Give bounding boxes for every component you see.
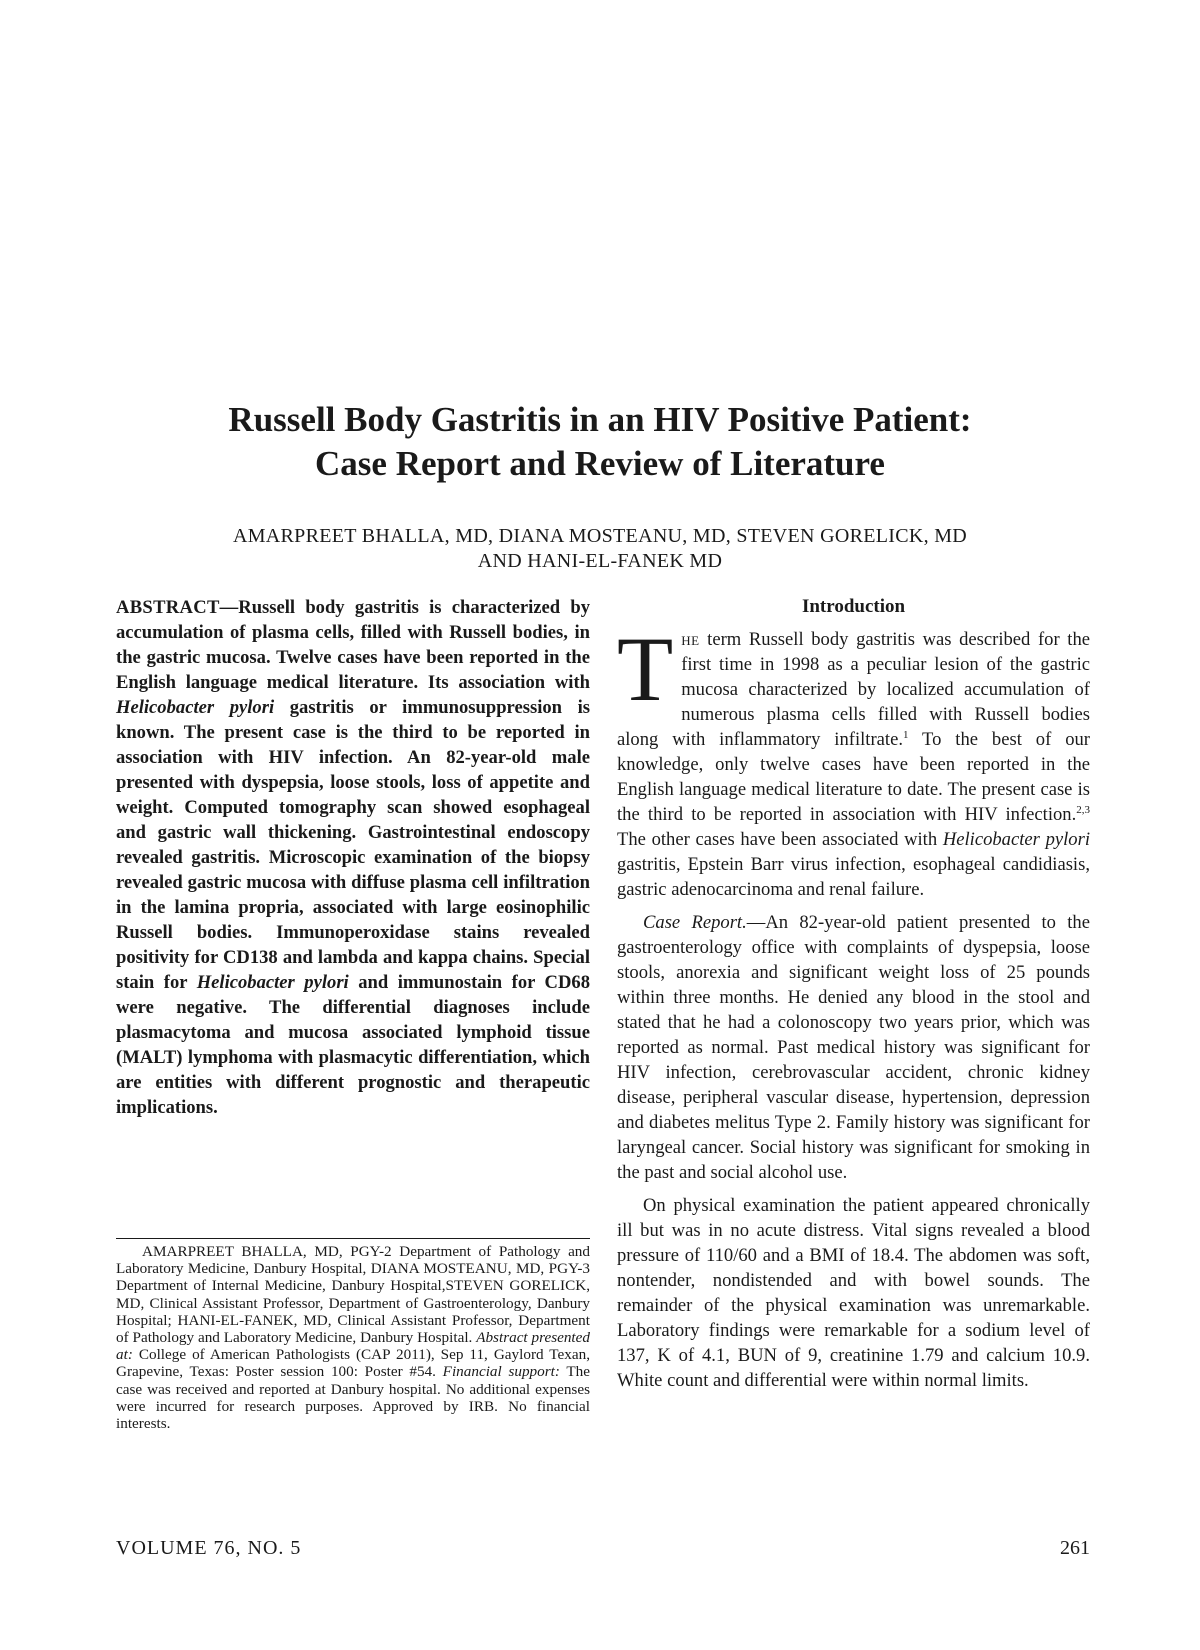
footnote-italic-1: Abstract presented at:	[116, 1329, 590, 1364]
left-column	[116, 595, 590, 1120]
drop-cap: T	[617, 618, 674, 720]
author-list	[100, 524, 1100, 574]
intro-text-1: term Russell body gastritis was described for the first time in 1998 as a peculiar lesion of the gastric mucosa characterized by localized accumulation of numerous plasma cells filled with Russell bodies along with inflammatory infiltrate.	[617, 629, 1090, 750]
introduction-paragraph	[617, 618, 1090, 902]
title-line-2: Case Report and Review of Literature	[315, 444, 885, 483]
abstract-text-2: gastritis or immunosuppression is known. The present case is the third to be reported in association with HIV infection. An 82-year-old male presented with dyspepsia, loose stools, loss of appetite and weight. Computed tomography scan showed esophageal and gastric wall thickening. Gastrointestinal endoscopy revealed gastritis. Microscopic examination of the biopsy revealed gastric mucosa with diffuse plasma cell infiltration in the lamina propria, associated with large eosinophilic Russell bodies. Immunoperoxidase stains revealed positivity for CD138 and lambda and kappa chains. Special stain for	[116, 697, 590, 993]
abstract-italic-2: Helicobacter pylori	[196, 972, 349, 993]
authors-line-1: AMARPREET BHALLA, MD, DIANA MOSTEANU, MD, STEVEN GORELICK, MD	[232, 525, 968, 547]
intro-text-3: The other cases have been associated with	[617, 829, 943, 850]
citation-2-3: 2,3	[1076, 803, 1090, 816]
intro-italic-1: Helicobacter pylori	[942, 829, 1090, 850]
footnote-divider	[116, 1238, 590, 1239]
article-title	[150, 398, 1050, 486]
citation-1: 1	[902, 728, 909, 741]
authors-line-2: AND HANI-EL-FANEK MD	[477, 550, 723, 572]
abstract-italic-1: Helicobacter pylori	[116, 697, 275, 718]
introduction-heading: Introduction	[801, 596, 906, 617]
case-report-text: —An 82-year-old patient presented to the gastroenterology office with complaints of dyspepsia, loose stools, anorexia and significant weight loss of 25 pounds within three months. He denied any blood in the stool and stated that he had a colonoscopy two years prior, which was reported as normal. Past medical history was significant for HIV infection, cerebrovascular accident, chronic kidney disease, peripheral vascular disease, hypertension, depression and diabetes melitus Type 2. Family history was significant for laryngeal cancer. Social history was significant for smoking in the past and social alcohol use.	[617, 912, 1090, 1183]
case-report-label: Case Report.	[643, 912, 747, 933]
title-line-1: Russell Body Gastritis in an HIV Positive Patient:	[228, 400, 972, 439]
footnote-text-2: College of American Pathologists (CAP 2011), Sep 11, Gaylord Texan, Grapevine, Texas: Poster session 100: Poster #54.	[116, 1346, 590, 1381]
author-footnote	[116, 1243, 590, 1432]
intro-text-2: To the best of our knowledge, only twelve cases have been reported in the English language medical literature to date. The present case is the third to be reported in association with HIV infection.	[617, 729, 1090, 825]
case-report-paragraph	[617, 910, 1090, 1185]
abstract-text-3: and immunostain for CD68 were negative. The differential diagnoses include plasmacytoma and mucosa associated lymphoid tissue (MALT) lymphoma with plasmacytic differentiation, which are entities with different prognostic and therapeutic implications.	[116, 972, 591, 1118]
footnote-italic-2: Financial support:	[442, 1363, 560, 1381]
intro-smallcaps: he	[681, 629, 700, 650]
volume-footer: VOLUME 76, NO. 5	[116, 1537, 302, 1559]
footnote-text-1: AMARPREET BHALLA, MD, PGY-2 Department of Pathology and Laboratory Medicine, Danbury Hospital, DIANA MOSTEANU, MD, PGY-3 Department of Internal Medicine, Danbury Hospital,STEVEN GORELICK, MD, Clinical Assistant Professor, Department of Gastroenterology, Danbury Hospital; HANI-EL-FANEK, MD, Clinical Assistant Professor, Department of Pathology and Laboratory Medicine, Danbury Hospital.	[116, 1243, 590, 1347]
abstract-text-1: —Russell body gastritis is characterized by accumulation of plasma cells, filled with Russell bodies, in the gastric mucosa. Twelve cases have been reported in the English language medical literature. Its association with	[116, 597, 590, 693]
footnote-text-3: The case was received and reported at Danbury hospital. No additional expenses were incurred for research purposes. Approved by IRB. No financial interests.	[116, 1363, 591, 1433]
right-column	[617, 595, 1090, 1401]
abstract	[116, 595, 590, 1120]
page-number: 261	[1060, 1537, 1090, 1559]
abstract-lead: ABSTRACT	[116, 597, 220, 618]
intro-text-4: gastritis, Epstein Barr virus infection, esophageal candidiasis, gastric adenocarcinoma and renal failure.	[617, 854, 1090, 900]
physical-exam-paragraph: On physical examination the patient appeared chronically ill but was in no acute distress. Vital signs revealed a blood pressure of 110/60 and a BMI of 18.4. The abdomen was soft, nontender, nondistended and with bowel sounds. The remainder of the physical examination was unremarkable. Laboratory findings were remarkable for a sodium level of 137, K of 4.1, BUN of 9, creatinine 1.79 and calcium 10.9. White count and differential were within normal limits.	[617, 1195, 1090, 1391]
